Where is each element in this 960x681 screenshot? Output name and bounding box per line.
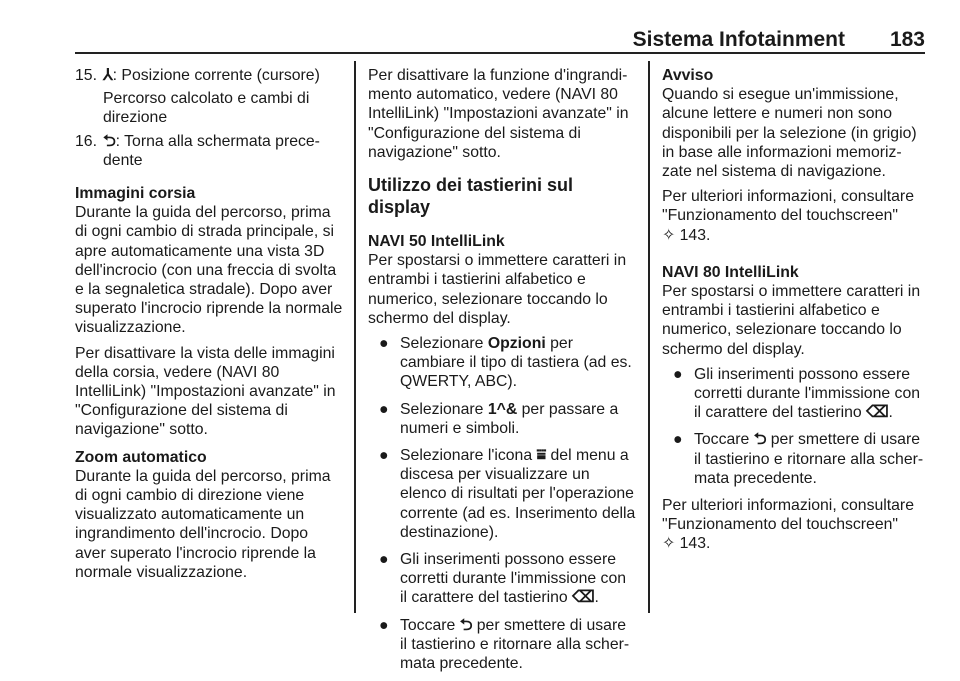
header-rule bbox=[75, 52, 925, 54]
dropdown-menu-icon: ⩸ bbox=[536, 447, 547, 465]
column-divider-2 bbox=[648, 61, 650, 613]
page-header bbox=[0, 0, 960, 60]
paragraph: Per spostarsi o immettere caratteri in entrambi i tastierini alfabetico e numerico, selezionare toccando lo schermo del display. bbox=[662, 283, 921, 358]
bullet-item: ● Selezionare 1^& per passare a numeri e simboli. bbox=[379, 400, 619, 437]
back-arrow-icon: ⮌ bbox=[459, 616, 473, 634]
back-arrow-icon: ⮌ bbox=[103, 132, 116, 150]
section-heading-keyboards: Utilizzo dei tastierini sul display bbox=[368, 175, 574, 218]
column-2 bbox=[368, 66, 636, 681]
options-label: Opzioni bbox=[487, 335, 546, 353]
paragraph: Durante la guida del percorso, prima di ogni cambio di strada principale, si apre automaticamente una vista 3D dell'incrocio (con una freccia di svolta e la segnaletica stradale). Dopo aver superato l'incrocio riprende la normale visualizzazione. bbox=[75, 204, 343, 337]
position-cursor-icon: ⅄ bbox=[103, 67, 113, 84]
backspace-icon: ⌫ bbox=[866, 404, 889, 422]
bullet-dot: ● bbox=[379, 616, 389, 634]
subheading-navi80: NAVI 80 IntelliLink bbox=[662, 263, 799, 281]
bullet-item: ● Toccare ⮌ per smettere di usare il tastierino e ritornare alla scher- mata precedente. bbox=[673, 431, 924, 487]
bullet-dot: ● bbox=[379, 447, 389, 465]
paragraph: Per spostarsi o immettere caratteri in entrambi i tastierini alfabetico e numerico, selezionare toccando lo schermo del display. bbox=[368, 252, 627, 327]
back-arrow-icon: ⮌ bbox=[753, 431, 767, 449]
bullet-item: ● Selezionare l'icona ⩸ del menu a discesa per visualizzare un elenco di risultati per l'operazione corrente (ad es. Inserimento della destinazione). bbox=[379, 447, 636, 541]
list-item-15 bbox=[75, 66, 343, 85]
item-text: : Posizione corrente (cursore) bbox=[112, 67, 320, 84]
note-text: Quando si esegue un'immissione, alcune lettere e numeri non sono disponibili per la selezione (in grigio) in base alle informazioni memoriz- zate nel sistema di navigazione. bbox=[662, 86, 917, 181]
page-reference: ✧ 143. bbox=[662, 535, 711, 553]
bullet-dot: ● bbox=[673, 431, 683, 449]
item-number: 16. bbox=[75, 132, 97, 150]
section-title-lane-images: Immagini corsia bbox=[75, 185, 196, 203]
bullet-item: ● Gli inserimenti possono essere corretti durante l'immissione con il carattere del tastierino ⌫. bbox=[379, 551, 627, 607]
bullet-item: ● Gli inserimenti possono essere corretti durante l'immissione con il carattere del tastierino ⌫. bbox=[673, 365, 921, 422]
page-number: 183 bbox=[889, 28, 925, 51]
column-divider-1 bbox=[354, 61, 356, 613]
page-title: Sistema Infotainment bbox=[632, 28, 845, 51]
item-number: 15. bbox=[75, 67, 97, 84]
section-title-auto-zoom: Zoom automatico bbox=[75, 448, 207, 466]
column-3 bbox=[662, 66, 930, 554]
column-1 bbox=[75, 66, 343, 588]
page-reference: ✧ 143. bbox=[662, 226, 711, 244]
backspace-icon: ⌫ bbox=[572, 589, 595, 607]
paragraph: Per ulteriori informazioni, consultare "Funzionamento del touchscreen" bbox=[662, 188, 914, 225]
bullet-dot: ● bbox=[379, 335, 389, 353]
bullet-dot: ● bbox=[379, 400, 389, 418]
paragraph: Per disattivare la vista delle immagini della corsia, vedere (NAVI 80 IntelliLink) "Impostazioni avanzate" in "Configurazione del sistema di navigazione" sotto. bbox=[75, 344, 336, 439]
note-title: Avviso bbox=[662, 67, 714, 84]
bullet-item: ● Toccare ⮌ per smettere di usare il tastierino e ritornare alla scher- mata precedente. bbox=[379, 616, 630, 673]
list-item-16 bbox=[75, 132, 343, 170]
list-item-15-continuation: Percorso calcolato e cambi di direzione bbox=[103, 90, 310, 127]
symbols-key-label: 1^& bbox=[487, 400, 518, 418]
item-text: : Torna alla schermata prece- dente bbox=[103, 132, 320, 169]
bullet-dot: ● bbox=[673, 365, 683, 383]
paragraph: Per ulteriori informazioni, consultare "Funzionamento del touchscreen" bbox=[662, 497, 914, 534]
bullet-dot: ● bbox=[379, 551, 389, 569]
paragraph: Durante la guida del percorso, prima di ogni cambio di direzione viene visualizzato automaticamente un ingrandimento dell'incrocio. Dopo aver superato l'incrocio riprende la normale visualizzazione. bbox=[75, 467, 331, 581]
subheading-navi50: NAVI 50 IntelliLink bbox=[368, 233, 505, 251]
paragraph: Per disattivare la funzione d'ingrandi- mento automatico, vedere (NAVI 80 IntelliLink) "Impostazioni avanzate" in "Configurazione del sistema di navigazione" sotto. bbox=[368, 67, 629, 161]
bullet-item: ● Selezionare Opzioni per cambiare il tipo di tastiera (ad es. QWERTY, ABC). bbox=[379, 335, 632, 391]
